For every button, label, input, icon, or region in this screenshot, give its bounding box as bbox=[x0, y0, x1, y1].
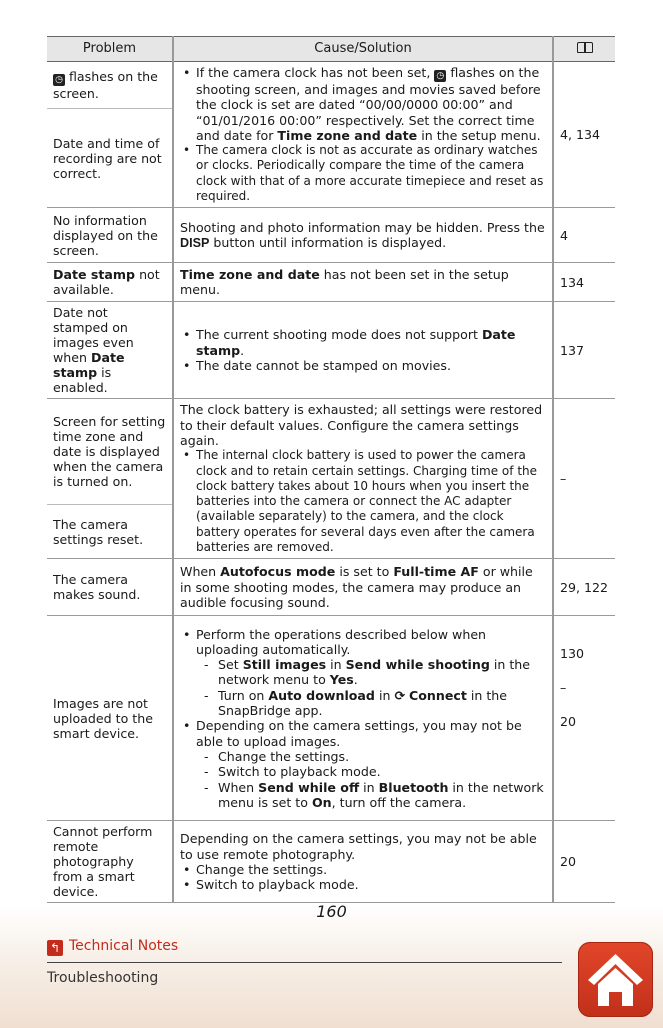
list-item: • If the camera clock has not been set, ◷ flashes on the shooting screen, and images and movies saved before the clock is set are dated “00/00/0000 00:00” and “01/01/2016 00:00” respectively. Set the correct time and date for Time zone and date in the setup menu. bbox=[196, 65, 546, 143]
page-ref: 4, 134 bbox=[553, 62, 615, 208]
cause-date-stamp: Time zone and date has not been set in the setup menu. bbox=[173, 263, 553, 302]
problem-upload: Images are not uploaded to the smart device. bbox=[47, 616, 173, 821]
cause-remote: Depending on the camera settings, you may not be able to use remote photography. • Change the settings. • Switch to playback mode. bbox=[173, 821, 553, 903]
cause-sound: When Autofocus mode is set to Full-time AF or while in some shooting modes, the camera may produce an audible focusing sound. bbox=[173, 559, 553, 616]
table-row bbox=[47, 559, 615, 616]
list-item: - When Send while off in Bluetooth in the network menu is set to On, turn off the camera. bbox=[218, 780, 546, 811]
header-cause-solution: Cause/Solution bbox=[173, 37, 553, 62]
breadcrumb: Troubleshooting bbox=[47, 970, 159, 986]
list-item: • The internal clock battery is used to power the camera clock and to retain certain settings. Charging time of the clock battery takes about 10 hours when you insert the batteries into the camera or connect the AC adapter (available separately) to the camera, and the clock battery operates for several days even after the camera batteries are removed. bbox=[196, 448, 546, 555]
list-item: - Change the settings. bbox=[218, 749, 546, 764]
problem-date-time: Date and time of recording are not correct. bbox=[47, 109, 173, 208]
list-item: - Turn on Auto download in ⟳ Connect in the SnapBridge app. bbox=[218, 688, 546, 719]
page-ref: 20 bbox=[553, 821, 615, 903]
list-item: - Set Still images in Send while shooting in the network menu to Yes. bbox=[218, 657, 546, 688]
list-item: - Switch to playback mode. bbox=[218, 764, 546, 779]
page-ref: 130 – 20 bbox=[553, 616, 615, 821]
home-button[interactable] bbox=[578, 942, 653, 1017]
book-reference-icon bbox=[577, 42, 593, 53]
cause-clock bbox=[173, 62, 553, 208]
home-icon bbox=[578, 942, 653, 1017]
table-row bbox=[47, 208, 615, 263]
sync-icon: ⟳ bbox=[394, 687, 405, 703]
table-row bbox=[47, 62, 615, 109]
page-number: 160 bbox=[316, 902, 347, 921]
page-ref: – bbox=[553, 399, 615, 559]
table-row bbox=[47, 616, 615, 821]
list-item: • Switch to playback mode. bbox=[196, 877, 546, 892]
problem-sound: The camera makes sound. bbox=[47, 559, 173, 616]
table-row bbox=[47, 399, 615, 505]
problem-setup-screen: Screen for setting time zone and date is displayed when the camera is turned on. bbox=[47, 399, 173, 505]
list-item: • Perform the operations described below when uploading automatically. - Set Still images in Send while shooting in the network menu to Yes. - Turn on Auto download in ⟳ Connect in the SnapBridge app. bbox=[196, 627, 546, 719]
footer-divider bbox=[47, 962, 562, 963]
section-label: Technical Notes bbox=[69, 938, 179, 954]
table-row bbox=[47, 263, 615, 302]
page-ref: 29, 122 bbox=[553, 559, 615, 616]
page-ref: 134 bbox=[553, 263, 615, 302]
problem-clock-flash: ◷ flashes on the screen. bbox=[47, 62, 173, 109]
cause-upload bbox=[173, 616, 553, 821]
list-item: • Change the settings. bbox=[196, 862, 546, 877]
clock-icon: ◷ bbox=[53, 74, 65, 86]
troubleshooting-table bbox=[47, 36, 615, 903]
header-problem: Problem bbox=[47, 37, 173, 62]
problem-date-not-stamped: Date not stamped on images even when Date stamp is enabled. bbox=[47, 302, 173, 399]
list-item: • The camera clock is not as accurate as ordinary watches or clocks. Periodically compare the time of the camera clock with that of a more accurate timepiece and reset as required. bbox=[196, 143, 546, 204]
table-row bbox=[47, 302, 615, 399]
table-header-row bbox=[47, 37, 615, 62]
list-item: • The current shooting mode does not support Date stamp. bbox=[196, 327, 546, 358]
table-row bbox=[47, 821, 615, 903]
cause-date-not-stamped bbox=[173, 302, 553, 399]
header-reference bbox=[553, 37, 615, 62]
list-item: • Depending on the camera settings, you may not be able to upload images. - Change the settings. - Switch to playback mode. - When Send while off in Bluetooth in the network menu is set to On, turn off the camera. bbox=[196, 718, 546, 810]
problem-date-stamp: Date stamp not available. bbox=[47, 263, 173, 302]
problem-remote: Cannot perform remote photography from a smart device. bbox=[47, 821, 173, 903]
page-ref: 4 bbox=[553, 208, 615, 263]
cause-no-info: Shooting and photo information may be hidden. Press the DISP button until information is displayed. bbox=[173, 208, 553, 263]
cause-clock-battery: The clock battery is exhausted; all settings were restored to their default values. Configure the camera settings again. • The internal clock battery is used to power the camera clock and to retain certain settings. Charging time of the clock battery takes about 10 hours when you insert the batteries into the camera or connect the AC adapter (available separately) to the camera, and the clock battery operates for several days even after the camera batteries are removed. bbox=[173, 399, 553, 559]
back-arrow-icon: ↰ bbox=[47, 940, 63, 956]
list-item: • The date cannot be stamped on movies. bbox=[196, 358, 546, 373]
problem-settings-reset: The camera settings reset. bbox=[47, 504, 173, 558]
problem-no-info: No information displayed on the screen. bbox=[47, 208, 173, 263]
page-ref: 137 bbox=[553, 302, 615, 399]
clock-icon: ◷ bbox=[434, 70, 446, 82]
section-link-technical-notes[interactable] bbox=[47, 938, 178, 956]
